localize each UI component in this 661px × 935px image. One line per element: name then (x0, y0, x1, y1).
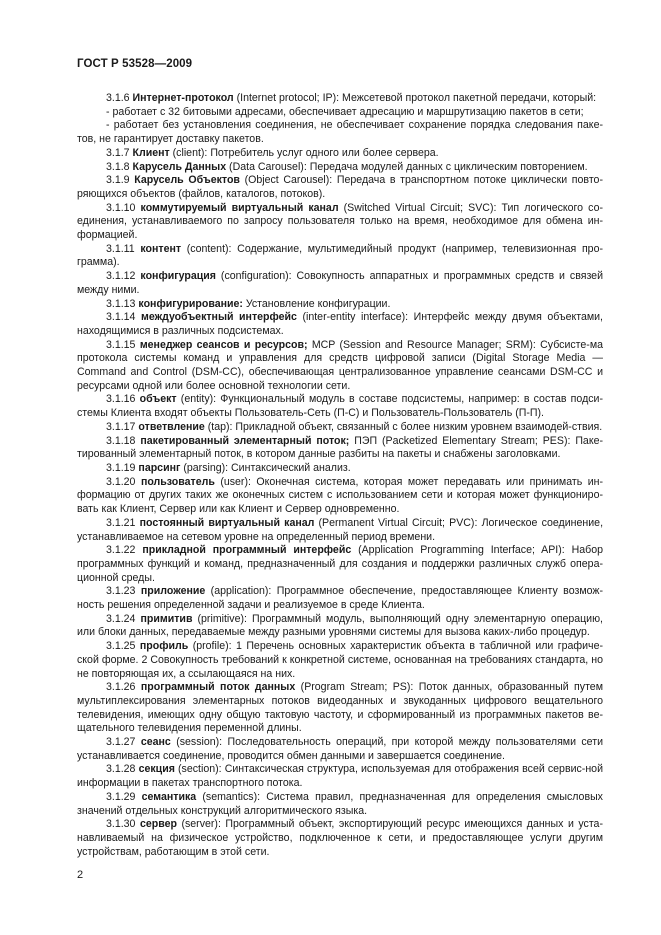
clause-number: 3.1.9 (106, 174, 130, 187)
definition-text: - работает без установления соединения, не обеспечивает сохранение порядка следования паке-тов, не гарантирует доставку пакетов. (77, 119, 603, 146)
definition-paragraph (77, 791, 603, 818)
definition-paragraph (77, 435, 603, 462)
definition-text: (inter-entity interface): Интерфейс между двумя объектами, находящимися в различных подсистемах. (77, 311, 603, 337)
page-number: 2 (77, 869, 84, 881)
definition-paragraph (77, 585, 603, 612)
definition-text: (Data Carousel): Передача модулей данных с циклическим повторением. (226, 160, 588, 173)
defined-term: приложение (140, 585, 206, 598)
definition-text: (session): Последовательность операций, при которой между пользователями сети устанавливается соединение, проводится обмен данными и завершается соединение. (77, 736, 603, 762)
definition-paragraph (77, 92, 603, 106)
defined-term: парсинг (138, 461, 181, 474)
clause-number: 3.1.21 (106, 516, 136, 529)
definition-text: (Permanent Virtual Circuit; PVC): Логическое соединение, устанавливаемое на сетевом уровне на определенный период времени. (77, 516, 604, 543)
defined-term: Карусель Объектов (134, 174, 240, 187)
clause-number: 3.1.18 (106, 434, 136, 447)
clause-number: 3.1.30 (106, 818, 136, 831)
definition-text: (Application Programming Interface; API): Набор программных функций и команд, предназначенный для создания и поддержки различных служб опера-ционной среды. (77, 544, 603, 584)
definition-text: - работает с 32 битовыми адресами, обеспечивает адресацию и маршрутизацию пакетов в сети; (106, 105, 584, 118)
defined-term: примитив (140, 612, 193, 625)
clause-number: 3.1.14 (106, 311, 136, 324)
clause-number: 3.1.15 (106, 338, 136, 351)
clause-number: 3.1.6 (106, 92, 130, 104)
defined-term: семантика (141, 790, 197, 803)
definition-paragraph (77, 393, 603, 420)
defined-term: сеанс (140, 736, 171, 749)
definition-text: (Program Stream; PS): Поток данных, образованный путем мультиплексирования элементарных потоков видеоданных и звукоданных цифрового вещательного телевидения, имеющих одну общую тактовую частоту, и сформированный из программных пакетов ве-щательного телевидения переменной длины. (77, 681, 603, 735)
definition-text: MCP (Session and Resource Manager; SRM): Субсисте-ма протокола системы команд и управления для средств цифровой записи (Digital Storage Media — Command and Control (DSM-CC), обеспечивающая централизованное управление сеансами DSM-CC и ресурсами одной или более основной технологии сети. (77, 338, 603, 392)
definition-paragraph (77, 476, 603, 517)
definition-text: (user): Оконечная система, которая может передавать или принимать ин-формацию от других таких же оконечных систем с использованием сети и которая может функциониро-вать как Клиент, Сервер или как Клиент и Сервер одновременно. (77, 475, 603, 516)
document-body (77, 92, 603, 859)
definition-text: (client): Потребитель услуг одного или более сервера. (169, 146, 439, 159)
definition-paragraph (77, 421, 603, 435)
defined-term: пользователь (140, 475, 215, 488)
defined-term: программный поток данных (140, 681, 296, 694)
clause-number: 3.1.27 (106, 736, 136, 749)
clause-number: 3.1.20 (106, 475, 136, 488)
clause-number: 3.1.10 (106, 201, 136, 214)
definition-text: (Object Carousel): Передача в транспортном потоке циклически повто-ряющихся объектов (файлов, каталогов, потоков). (77, 174, 603, 200)
definition-paragraph (77, 517, 603, 544)
clause-number: 3.1.16 (106, 393, 136, 406)
defined-term: Интернет-протокол (132, 92, 234, 104)
defined-term: прикладной программный интерфейс (142, 544, 352, 557)
defined-term: Карусель Данных (132, 160, 227, 173)
defined-term: сервер (139, 818, 177, 831)
definition-text: (primitive): Программный модуль, выполняющий одну элементарную операцию, или блоки данных, передаваемые между разными уровнями системы для вызова каких-либо процедур. (77, 612, 603, 639)
clause-number: 3.1.7 (106, 146, 130, 159)
defined-term: конфигурирование: (138, 297, 243, 310)
clause-number: 3.1.13 (106, 297, 136, 310)
definition-text: (Internet protocol; IP): Межсетевой протокол пакетной передачи, который: (233, 92, 597, 104)
definition-paragraph (77, 736, 603, 763)
definition-paragraph (77, 298, 603, 312)
definition-text: Установление конфигурации. (242, 297, 391, 310)
definition-text: (Switched Virtual Circuit; SVC): Тип логического со-единения, устанавливаемого по запросу пользователя только на время, необходимое для обмена ин-формацией. (77, 201, 603, 242)
definition-text: (profile): 1 Перечень основных характеристик объекта в табличной или графиче-ской форме. 2 Совокупность требований к конкретной системе, основанная на требованиях стандарта, но не повторяющая их, а ссылающаяся на них. (77, 640, 603, 680)
clause-number: 3.1.25 (106, 640, 136, 653)
clause-number: 3.1.8 (106, 160, 130, 173)
clause-number: 3.1.23 (106, 585, 136, 598)
definition-paragraph (77, 119, 603, 146)
clause-number: 3.1.24 (106, 612, 136, 625)
definition-text: ПЭП (Packetized Elementary Stream; PES): Паке-тированный элементарный поток, в котором данные разбиты на пакеты и снабжены заголовками. (77, 434, 604, 461)
definition-paragraph (77, 106, 603, 120)
page-header: ГОСТ Р 53528—2009 (77, 58, 193, 70)
defined-term: объект (139, 393, 177, 406)
definition-text: (server): Программный объект, экспортирующий ресурс имеющихся данных и уста-навливаемый на физическое устройство, подключенное к сети, и предоставляющее услуги другим устройствам, работающим в этой сети. (77, 818, 603, 858)
defined-term: ответвление (138, 420, 205, 433)
definition-paragraph (77, 818, 603, 859)
definition-text: (content): Содержание, мультимедийный продукт (например, телевизионная про-грамма). (77, 242, 603, 269)
definition-text: (application): Программное обеспечение, предоставляющее Клиенту возмож-ность решения определенной задачи и реализуемое в среде Клиента. (77, 585, 603, 612)
definition-paragraph (77, 174, 603, 201)
definition-text: (section): Синтаксическая структура, используемая для отображения всей сервис-ной информации в пакетах транспортного потока. (77, 763, 603, 790)
definition-paragraph (77, 147, 603, 161)
definition-paragraph (77, 161, 603, 175)
defined-term: постоянный виртуальный канал (139, 516, 315, 529)
definition-paragraph (77, 339, 603, 394)
definition-paragraph (77, 640, 603, 681)
definition-paragraph (77, 613, 603, 640)
clause-number: 3.1.17 (106, 420, 136, 433)
defined-term: секция (138, 763, 175, 776)
clause-number: 3.1.29 (106, 790, 136, 803)
definition-paragraph (77, 202, 603, 243)
definition-paragraph (77, 462, 603, 476)
definition-text: (configuration): Совокупность аппаратных и программных средств и связей между ними. (77, 270, 603, 296)
defined-term: междуобъектный интерфейс (141, 311, 297, 324)
definition-text: (parsing): Синтаксический анализ. (180, 461, 351, 474)
defined-term: конфигурация (140, 270, 216, 283)
clause-number: 3.1.22 (106, 544, 136, 557)
definition-paragraph (77, 270, 603, 297)
clause-number: 3.1.12 (106, 270, 136, 283)
defined-term: коммутируемый виртуальный канал (140, 201, 339, 214)
clause-number: 3.1.26 (106, 681, 136, 694)
definition-paragraph (77, 311, 603, 338)
definition-paragraph (77, 681, 603, 736)
clause-number: 3.1.19 (106, 461, 136, 474)
definition-paragraph (77, 544, 603, 585)
clause-number: 3.1.11 (106, 242, 135, 255)
definition-text: (entity): Функциональный модуль в составе подсистемы, например: в состав подси-стемы Клиента входят объекты Пользователь-Сеть (П-С) и Пользователь-Пользователь (П-П). (77, 393, 603, 420)
defined-term: профиль (139, 640, 189, 653)
defined-term: менеджер сеансов и ресурсов; (139, 338, 308, 351)
definition-paragraph (77, 243, 603, 270)
definition-paragraph (77, 763, 603, 790)
clause-number: 3.1.28 (106, 763, 136, 776)
defined-term: пакетированный элементарный поток; (140, 434, 350, 447)
definition-text: (semantics): Система правил, предназначенная для определения смысловых значений отдельных конструкций алгоритмического языка. (77, 790, 603, 817)
defined-term: Клиент (132, 146, 170, 159)
definition-text: (tap): Прикладной объект, связанный с более низким уровнем взаимодей-ствия. (204, 420, 603, 433)
defined-term: контент (140, 242, 182, 255)
